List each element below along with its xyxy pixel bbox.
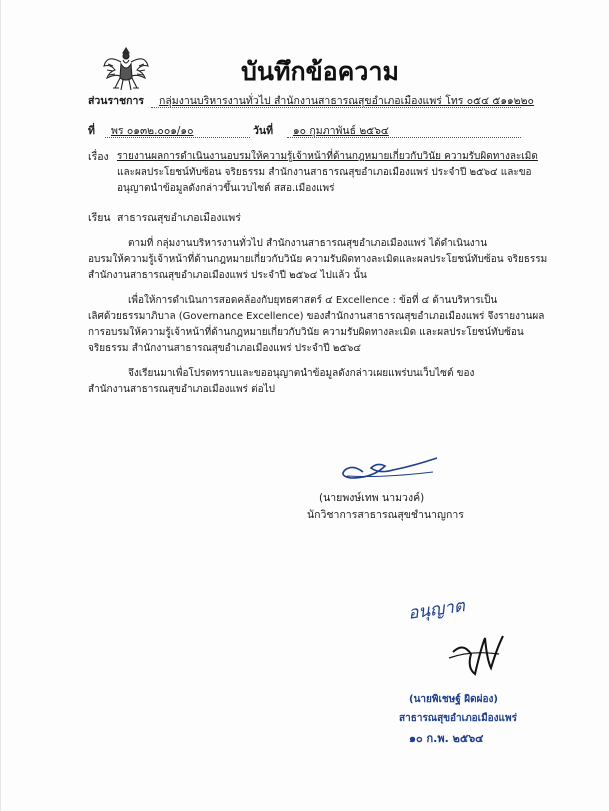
para2-line-1: เพื่อให้การดำเนินการสอดคล้องกับยุทธศาสตร์ ๔ Excellence : ข้อที่ ๔ ด้านบริหารเป็น bbox=[128, 295, 498, 306]
approver-name: (นายพิเชษฐ์ ผิดผ่อง) bbox=[409, 694, 498, 705]
ref-label: ที่ bbox=[88, 125, 95, 137]
ref-value: พร ๐๑๓๒.๐๐๑/๑๐ bbox=[111, 125, 194, 137]
subject-line-3: อนุญาตนำข้อมูลดังกล่าวขึ้นเวบไซต์ สสอ.เมืองแพร่ bbox=[117, 183, 335, 194]
signer1-position: นักวิชาการสาธารณสุขชำนาญการ bbox=[307, 509, 464, 521]
para1-line-1: ตามที่ กลุ่มงานบริหารงานทั่วไป สำนักงานสาธารณสุขอำเภอเมืองแพร่ ได้ดำเนินงาน bbox=[128, 238, 488, 249]
ref-dotline bbox=[105, 137, 250, 138]
signer1-name: (นายพงษ์เทพ นามวงค์) bbox=[319, 492, 425, 504]
subject-line-2: และผลประโยชน์ทับซ้อน จริยธรรม สำนักงานสาธารณสุขอำเภอเมืองแพร่ ประจำปี ๒๕๖๔ และขอ bbox=[117, 167, 532, 178]
salutation-label: เรียน bbox=[88, 212, 111, 224]
date-label: วันที่ bbox=[253, 125, 273, 137]
agency-dotline bbox=[151, 107, 521, 108]
subject-line-1: รายงานผลการดำเนินงานอบรมให้ความรู้เจ้าหน้าที่ด้านกฎหมายเกี่ยวกับวินัย ความรับผิดทางละเมิด bbox=[117, 151, 538, 162]
subject-label: เรื่อง bbox=[88, 151, 109, 163]
agency-label: ส่วนราชการ bbox=[88, 95, 145, 107]
para2-line-2: เลิศด้วยธรรมาภิบาล (Governance Excellence) ของสำนักงานสาธารณสุขอำเภอเมืองแพร่ จึงรายงานผล bbox=[88, 311, 545, 322]
date-value: ๑๐ กุมภาพันธ์ ๒๕๖๔ bbox=[293, 125, 389, 137]
signature-1-icon bbox=[333, 452, 443, 482]
para2-line-4: จริยธรรม สำนักงานสาธารณสุขอำเภอเมืองแพร่ ประจำปี ๒๕๖๔ bbox=[88, 343, 361, 354]
para1-line-2: อบรมให้ความรู้เจ้าหน้าที่ด้านกฎหมายเกี่ยวกับวินัย ความรับผิดทางละเมิดและผลประโยชน์ทับซ้อน จริยธรรม bbox=[88, 254, 548, 265]
approver-position: สาธารณสุขอำเภอเมืองแพร่ bbox=[399, 713, 517, 724]
date-dotline bbox=[287, 137, 521, 138]
approval-handwritten-note: อนุญาต bbox=[406, 596, 467, 624]
approval-date: ๑๐ ก.พ. ๒๕๖๔ bbox=[409, 732, 484, 745]
para2-line-3: การอบรมให้ความรู้เจ้าหน้าที่ด้านกฎหมายเกี่ยวกับวินัย ความรับผิดทางละเมิด และผลประโยชน์ทับซ้อน bbox=[88, 327, 524, 338]
para3-line-1: จึงเรียนมาเพื่อโปรดทราบและขออนุญาตนำข้อมูลดังกล่าวเผยแพร่บนเว็บไซต์ ของ bbox=[128, 368, 475, 379]
para3-line-2: สำนักงานสาธารณสุขอำเภอเมืองแพร่ ต่อไป bbox=[88, 384, 275, 395]
garuda-emblem-icon bbox=[101, 44, 151, 92]
page-title: บันทึกข้อความ bbox=[241, 57, 399, 86]
para1-line-3: สำนักงานสาธารณสุขอำเภอเมืองแพร่ ประจำปี ๒๕๖๔ ไปแล้ว นั้น bbox=[88, 270, 367, 281]
agency-value: กลุ่มงานบริหารงานทั่วไป สำนักงานสาธารณสุขอำเภอเมืองแพร่ โทร ๐๕๔ ๕๑๑๒๒๐ bbox=[159, 95, 534, 107]
signature-2-icon bbox=[441, 628, 511, 680]
salutation-value: สาธารณสุขอำเภอเมืองแพร่ bbox=[117, 212, 241, 224]
